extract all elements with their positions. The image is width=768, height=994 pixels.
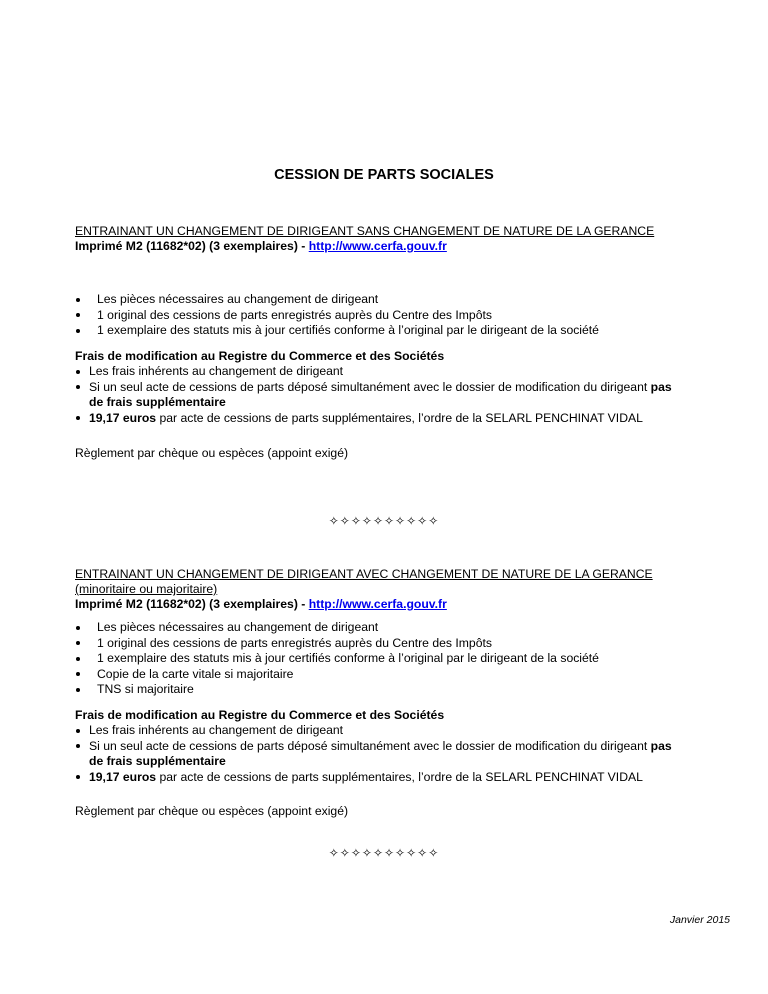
- separator-stars: ✧✧✧✧✧✧✧✧✧✧: [328, 514, 440, 528]
- form-line: [75, 239, 725, 254]
- list-item: Les pièces nécessaires au changement de dirigeant: [75, 620, 725, 636]
- separator-stars: ✧✧✧✧✧✧✧✧✧✧: [328, 846, 440, 860]
- form-line-text: Imprimé M2 (11682*02) (3 exemplaires) -: [75, 239, 309, 253]
- documents-list-1: [75, 292, 725, 339]
- list-item: 19,17 euros par acte de cessions de parts supplémentaires, l’ordre de la SELARL PENCHINAT VIDAL: [75, 411, 725, 427]
- fees-block-1: [75, 349, 725, 426]
- form-line: [75, 597, 725, 612]
- section-sans-changement: [75, 224, 725, 254]
- cerfa-link[interactable]: http://www.cerfa.gouv.fr: [308, 239, 447, 253]
- list-item: 1 original des cessions de parts enregistrés auprès du Centre des Impôts: [75, 636, 725, 652]
- section-avec-changement: [75, 567, 725, 612]
- bullet-icon: [76, 313, 80, 317]
- fees-heading: Frais de modification au Registre du Commerce et des Sociétés: [75, 349, 445, 363]
- section-subheading: (minoritaire ou majoritaire): [75, 582, 218, 596]
- section-heading: ENTRAINANT UN CHANGEMENT DE DIRIGEANT AVEC CHANGEMENT DE NATURE DE LA GERANCE: [75, 567, 653, 581]
- payment-note: Règlement par chèque ou espèces (appoint exigé): [75, 446, 349, 460]
- bullet-icon: [76, 744, 80, 748]
- documents-list-2: [75, 620, 725, 698]
- bullet-icon: [76, 298, 80, 302]
- bullet-icon: [76, 370, 80, 374]
- bullet-icon: [76, 672, 80, 676]
- fees-block-2: [75, 708, 725, 785]
- cerfa-link[interactable]: http://www.cerfa.gouv.fr: [308, 597, 447, 611]
- list-item: 19,17 euros par acte de cessions de parts supplémentaires, l’ordre de la SELARL PENCHINAT VIDAL: [75, 770, 725, 786]
- list-item: 1 exemplaire des statuts mis à jour certifiés conforme à l’original par le dirigeant de la société: [75, 323, 725, 339]
- list-item: Copie de la carte vitale si majoritaire: [75, 667, 725, 683]
- footer-date: Janvier 2015: [669, 914, 730, 926]
- bullet-icon: [76, 775, 80, 779]
- bullet-icon: [76, 688, 80, 692]
- bullet-icon: [76, 641, 80, 645]
- section-heading: ENTRAINANT UN CHANGEMENT DE DIRIGEANT SANS CHANGEMENT DE NATURE DE LA GERANCE: [75, 224, 655, 238]
- list-item: Si un seul acte de cessions de parts déposé simultanément avec le dossier de modification du dirigeant pas de frais supplémentaire: [75, 380, 725, 411]
- list-item: Les pièces nécessaires au changement de dirigeant: [75, 292, 725, 308]
- bullet-icon: [76, 385, 80, 389]
- page-title: CESSION DE PARTS SOCIALES: [274, 167, 494, 183]
- bullet-icon: [76, 329, 80, 333]
- list-item: Les frais inhérents au changement de dirigeant: [75, 723, 725, 739]
- bullet-icon: [76, 626, 80, 630]
- list-item: TNS si majoritaire: [75, 682, 725, 698]
- form-line-text: Imprimé M2 (11682*02) (3 exemplaires) -: [75, 597, 309, 611]
- list-item: Les frais inhérents au changement de dirigeant: [75, 364, 725, 380]
- fees-heading: Frais de modification au Registre du Commerce et des Sociétés: [75, 708, 445, 722]
- bullet-icon: [76, 416, 80, 420]
- bullet-icon: [76, 657, 80, 661]
- list-item: 1 original des cessions de parts enregistrés auprès du Centre des Impôts: [75, 308, 725, 324]
- list-item: Si un seul acte de cessions de parts déposé simultanément avec le dossier de modification du dirigeant pas de frais supplémentaire: [75, 739, 725, 770]
- payment-note: Règlement par chèque ou espèces (appoint exigé): [75, 804, 349, 818]
- list-item: 1 exemplaire des statuts mis à jour certifiés conforme à l’original par le dirigeant de la société: [75, 651, 725, 667]
- bullet-icon: [76, 729, 80, 733]
